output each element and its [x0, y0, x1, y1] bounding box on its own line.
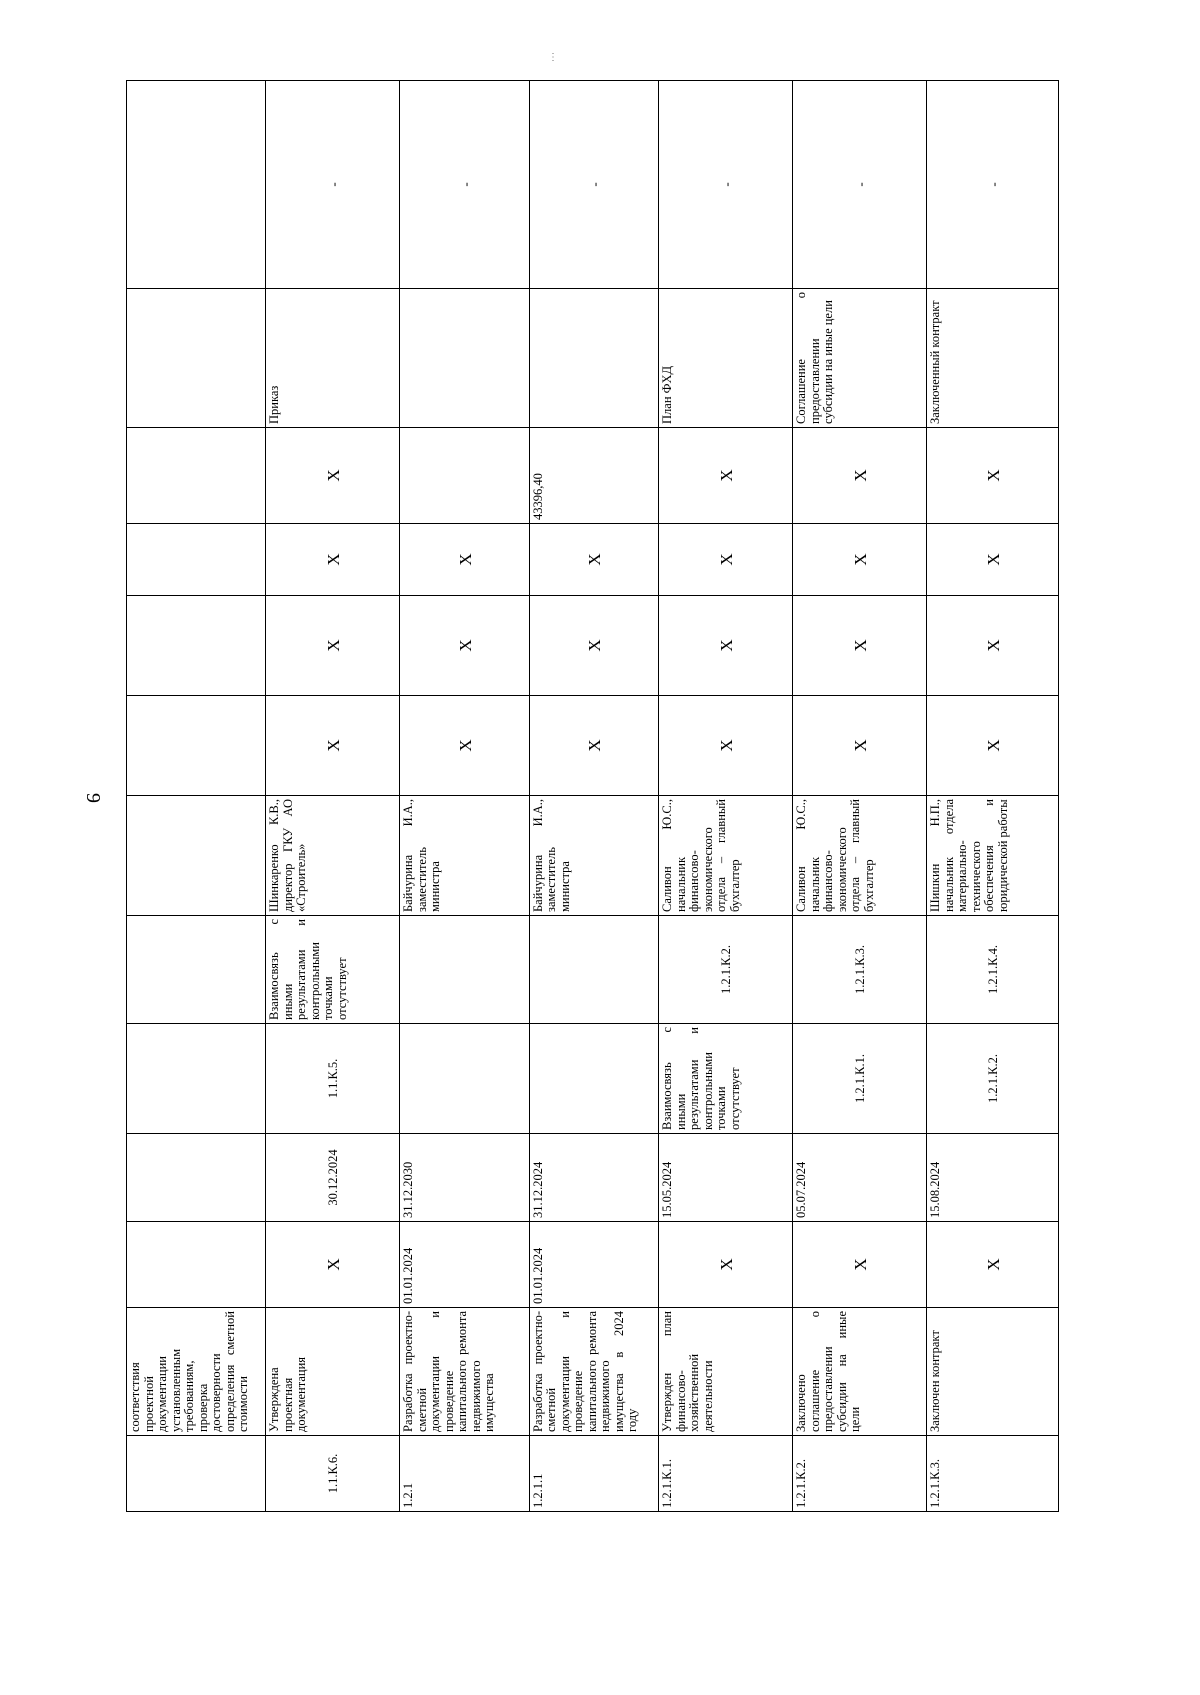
- successor-cell: Взаимосвязь с иными результатами и контрольными точками отсутствует: [266, 916, 400, 1024]
- row-id-cell: 1.2.1.1: [529, 1436, 659, 1512]
- document-cell: [400, 289, 530, 428]
- last-column-cell: [127, 81, 266, 289]
- start-date-cell: 01.01.2024: [529, 1222, 659, 1308]
- budget-cell-1: X: [659, 696, 793, 796]
- budget-cell-2: X: [927, 596, 1059, 696]
- document-cell: Заключенный контракт: [927, 289, 1059, 428]
- end-date-cell: 15.05.2024: [659, 1134, 793, 1222]
- responsible-cell: Шинкаренко К.В., директор ГКУ АО «Строитель»: [266, 796, 400, 916]
- predecessor-cell: [127, 1024, 266, 1134]
- document-cell: Приказ: [266, 289, 400, 428]
- successor-cell: 1.2.1.К.3.: [793, 916, 927, 1024]
- predecessor-cell: [400, 1024, 530, 1134]
- responsible-cell: Байчурина И.А., заместитель министра: [400, 796, 530, 916]
- budget-cell-3: X: [659, 524, 793, 596]
- end-date-cell: 15.08.2024: [927, 1134, 1059, 1222]
- predecessor-cell: 1.2.1.К.2.: [927, 1024, 1059, 1134]
- successor-cell: [400, 916, 530, 1024]
- successor-cell: [529, 916, 659, 1024]
- plan-table: [126, 80, 1059, 1512]
- responsible-cell: Саливон Ю.С., начальник финансово-экономического отдела – главный бухгалтер: [659, 796, 793, 916]
- last-column-cell: -: [927, 81, 1059, 289]
- document-cell: Соглашение о предоставлении субсидии на иные цели: [793, 289, 927, 428]
- budget-cell-4: [127, 428, 266, 524]
- budget-cell-4: [400, 428, 530, 524]
- budget-cell-4: X: [793, 428, 927, 524]
- table-body: [127, 81, 1059, 1512]
- predecessor-cell: Взаимосвязь с иными результатами и контрольными точками отсутствует: [659, 1024, 793, 1134]
- row-id-cell: 1.2.1.К.1.: [659, 1436, 793, 1512]
- budget-cell-4: 43396,40: [529, 428, 659, 524]
- table-row: [927, 81, 1059, 1512]
- document-cell: [529, 289, 659, 428]
- successor-cell: [127, 916, 266, 1024]
- last-column-cell: -: [659, 81, 793, 289]
- predecessor-cell: 1.2.1.К.1.: [793, 1024, 927, 1134]
- table-row: [266, 81, 400, 1512]
- table-row: [400, 81, 530, 1512]
- table-row: [529, 81, 659, 1512]
- budget-cell-1: X: [927, 696, 1059, 796]
- table-row: [659, 81, 793, 1512]
- row-name-cell: Разработка проектно-сметной документации и проведение капитального ремонта недвижимого имущества в 2024 году: [529, 1308, 659, 1436]
- last-column-cell: -: [400, 81, 530, 289]
- budget-cell-2: [127, 596, 266, 696]
- table-row: [793, 81, 927, 1512]
- row-name-cell: Утвержден план финансово-хозяйственной деятельности: [659, 1308, 793, 1436]
- last-column-cell: -: [529, 81, 659, 289]
- end-date-cell: [127, 1134, 266, 1222]
- row-id-cell: 1.2.1.К.3.: [927, 1436, 1059, 1512]
- responsible-cell: [127, 796, 266, 916]
- document-cell: [127, 289, 266, 428]
- budget-cell-1: X: [266, 696, 400, 796]
- responsible-cell: Саливон Ю.С., начальник финансово-экономического отдела – главный бухгалтер: [793, 796, 927, 916]
- row-id-cell: [127, 1436, 266, 1512]
- successor-cell: 1.2.1.К.2.: [659, 916, 793, 1024]
- budget-cell-3: X: [400, 524, 530, 596]
- budget-cell-1: X: [529, 696, 659, 796]
- start-date-cell: 01.01.2024: [400, 1222, 530, 1308]
- document-cell: План ФХД: [659, 289, 793, 428]
- scan-speck-mark: ⋮: [548, 52, 558, 63]
- last-column-cell: -: [793, 81, 927, 289]
- budget-cell-2: X: [793, 596, 927, 696]
- start-date-cell: X: [659, 1222, 793, 1308]
- start-date-cell: X: [927, 1222, 1059, 1308]
- budget-cell-2: X: [266, 596, 400, 696]
- end-date-cell: 30.12.2024: [266, 1134, 400, 1222]
- budget-cell-2: X: [400, 596, 530, 696]
- budget-cell-4: X: [266, 428, 400, 524]
- page-number: 9: [82, 793, 104, 803]
- budget-cell-3: X: [266, 524, 400, 596]
- predecessor-cell: [529, 1024, 659, 1134]
- budget-cell-3: X: [793, 524, 927, 596]
- row-name-cell: Разработка проектно-сметной документации и проведение капитального ремонта недвижимого имущества: [400, 1308, 530, 1436]
- start-date-cell: X: [793, 1222, 927, 1308]
- budget-cell-3: X: [927, 524, 1059, 596]
- rotated-table-wrapper: [126, 81, 1059, 1512]
- table-row: [127, 81, 266, 1512]
- row-id-cell: 1.1.К.6.: [266, 1436, 400, 1512]
- row-name-cell: соответствия проектной документации установленным требованиям, проверка достоверности определения сметной стоимости: [127, 1308, 266, 1436]
- budget-cell-1: X: [793, 696, 927, 796]
- row-name-cell: Заключен контракт: [927, 1308, 1059, 1436]
- row-id-cell: 1.2.1.К.2.: [793, 1436, 927, 1512]
- budget-cell-1: X: [400, 696, 530, 796]
- budget-cell-1: [127, 696, 266, 796]
- start-date-cell: [127, 1222, 266, 1308]
- budget-cell-2: X: [529, 596, 659, 696]
- predecessor-cell: 1.1.К.5.: [266, 1024, 400, 1134]
- row-name-cell: Заключено соглашение о предоставлении субсидии на иные цели: [793, 1308, 927, 1436]
- budget-cell-3: [127, 524, 266, 596]
- budget-cell-2: X: [659, 596, 793, 696]
- successor-cell: 1.2.1.К.4.: [927, 916, 1059, 1024]
- responsible-cell: Байчурина И.А., заместитель министра: [529, 796, 659, 916]
- responsible-cell: Шишкин Н.П., начальник отдела материально-технического обеспечения и юридической работы: [927, 796, 1059, 916]
- budget-cell-3: X: [529, 524, 659, 596]
- end-date-cell: 31.12.2030: [400, 1134, 530, 1222]
- row-id-cell: 1.2.1: [400, 1436, 530, 1512]
- last-column-cell: -: [266, 81, 400, 289]
- budget-cell-4: X: [659, 428, 793, 524]
- row-name-cell: Утверждена проектная документация: [266, 1308, 400, 1436]
- end-date-cell: 31.12.2024: [529, 1134, 659, 1222]
- start-date-cell: X: [266, 1222, 400, 1308]
- end-date-cell: 05.07.2024: [793, 1134, 927, 1222]
- budget-cell-4: X: [927, 428, 1059, 524]
